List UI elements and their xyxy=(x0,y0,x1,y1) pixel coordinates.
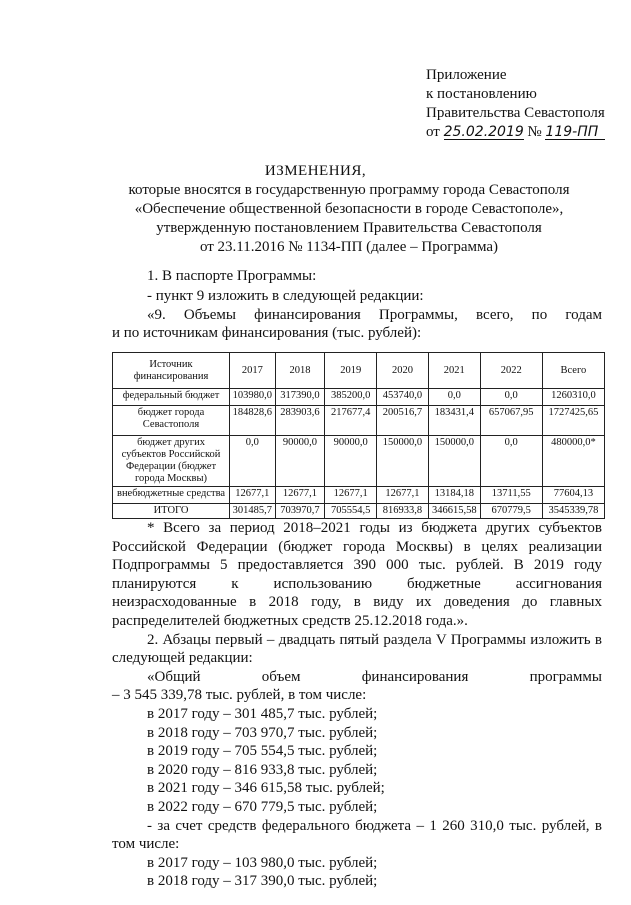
table-cell: 1260310,0 xyxy=(542,389,604,406)
cell-source: федеральный бюджет xyxy=(113,389,230,406)
paragraph-total: «Общий объем финансирования программы xyxy=(147,668,602,685)
table-cell: 90000,0 xyxy=(275,436,325,487)
table-cell: 317390,0 xyxy=(275,389,325,406)
paragraph-item9: - пункт 9 изложить в следующей редакции: xyxy=(147,288,424,304)
header-year: 2020 xyxy=(377,353,429,389)
header-year: 2018 xyxy=(275,353,325,389)
year-line: в 2018 году – 703 970,7 тыс. рублей; xyxy=(147,724,378,741)
table-cell: 703970,7 xyxy=(275,504,325,519)
header-total: Всего xyxy=(542,353,604,389)
paragraph-quote-start: «9. Объемы финансирования Программы, всего, по годам xyxy=(147,307,602,323)
table-cell: 77604,13 xyxy=(542,487,604,504)
year-line: в 2020 году – 816 933,8 тыс. рублей; xyxy=(147,761,378,778)
appendix-line: к постановлению xyxy=(426,86,537,102)
cell-source: бюджет других субъектов Российской Федерации (бюджет города Москвы) xyxy=(113,436,230,487)
appendix-line: Приложение xyxy=(426,67,507,83)
table-cell: 346615,58 xyxy=(428,504,480,519)
year-line: в 2017 году – 103 980,0 тыс. рублей; xyxy=(147,854,378,871)
year-line: в 2017 году – 301 485,7 тыс. рублей; xyxy=(147,705,378,722)
table-cell: 200516,7 xyxy=(377,406,429,436)
table-cell: 12677,1 xyxy=(230,487,276,504)
table-cell: 183431,4 xyxy=(428,406,480,436)
table-cell: 12677,1 xyxy=(377,487,429,504)
table-row xyxy=(113,406,605,436)
financing-table xyxy=(112,352,605,519)
table-cell: 217677,4 xyxy=(325,406,377,436)
cell-source: бюджет города Севастополя xyxy=(113,406,230,436)
table-cell: 705554,5 xyxy=(325,504,377,519)
appendix-block xyxy=(426,66,605,142)
table-cell: 0,0 xyxy=(230,436,276,487)
table-total-row xyxy=(113,504,605,519)
table-cell: 657067,95 xyxy=(480,406,542,436)
header-year: 2019 xyxy=(325,353,377,389)
header-year: 2021 xyxy=(428,353,480,389)
table-cell: 150000,0 xyxy=(428,436,480,487)
table-row xyxy=(113,487,605,504)
subtitle-line: от 23.11.2016 № 1134-ПП (далее – Программа) xyxy=(199,239,499,255)
table-cell: 184828,6 xyxy=(230,406,276,436)
table-row xyxy=(113,389,605,406)
table-cell: 12677,1 xyxy=(275,487,325,504)
footnote: * Всего за период 2018–2021 годы из бюджета других субъектов Российской Федерации (бюджет города Москвы) в целях реализации Подпрограммы 5 предоставляется 390 000 тыс. рублей. В 2019 году планируются к использованию бюджетные ассигнования неизрасходованные в 2018 году, в виду их доведения до главных распределителей бюджетных средств 25.12.2018 года.». xyxy=(112,520,602,629)
document-subtitle xyxy=(96,181,602,257)
table-cell: 103980,0 xyxy=(230,389,276,406)
header-source: Источник финансирования xyxy=(113,353,230,389)
table-cell: 150000,0 xyxy=(377,436,429,487)
date-prefix: от xyxy=(426,124,440,140)
table-cell: 670779,5 xyxy=(480,504,542,519)
table-header-row xyxy=(113,353,605,389)
cell-source: ИТОГО xyxy=(113,504,230,519)
table-cell: 0,0 xyxy=(428,389,480,406)
year-line: в 2022 году – 670 779,5 тыс. рублей; xyxy=(147,798,378,815)
table-cell: 13184,18 xyxy=(428,487,480,504)
table-cell: 816933,8 xyxy=(377,504,429,519)
paragraph-section2: 2. Абзацы первый – двадцать пятый раздела V Программы изложить в следующей редакции: xyxy=(112,631,602,667)
handwritten-date: 25.02.2019 xyxy=(443,124,524,140)
subtitle-line: которые вносятся в государственную программу города Севастополя xyxy=(128,182,570,198)
table-cell: 453740,0 xyxy=(377,389,429,406)
year-line: в 2019 году – 705 554,5 тыс. рублей; xyxy=(147,743,378,760)
table-row xyxy=(113,436,605,487)
year-line: в 2018 году – 317 390,0 тыс. рублей; xyxy=(147,873,378,890)
paragraph-quote-cont: и по источникам финансирования (тыс. рублей): xyxy=(112,325,422,341)
number-field xyxy=(545,125,605,140)
cell-source: внебюджетные средства xyxy=(113,487,230,504)
table-cell: 283903,6 xyxy=(275,406,325,436)
table-cell: 13711,55 xyxy=(480,487,542,504)
table-cell: 301485,7 xyxy=(230,504,276,519)
table-cell: 1727425,65 xyxy=(542,406,604,436)
table-cell: 12677,1 xyxy=(325,487,377,504)
paragraph-passport: 1. В паспорте Программы: xyxy=(147,268,317,284)
table-cell: 0,0 xyxy=(480,389,542,406)
appendix-date-line xyxy=(426,123,605,142)
table-cell: 0,0 xyxy=(480,436,542,487)
subtitle-line: «Обеспечение общественной безопасности в городе Севастополе», xyxy=(134,201,564,217)
header-year: 2022 xyxy=(480,353,542,389)
subtitle-line: утвержденную постановлением Правительства Севастополя xyxy=(156,220,542,236)
document-title: ИЗМЕНЕНИЯ, xyxy=(264,163,367,179)
table-cell: 480000,0* xyxy=(542,436,604,487)
header-year: 2017 xyxy=(230,353,276,389)
paragraph-federal: - за счет средств федерального бюджета – 1 260 310,0 тыс. рублей, в том числе: xyxy=(112,817,602,853)
handwritten-number: 119-ПП xyxy=(545,124,599,140)
table-cell: 90000,0 xyxy=(325,436,377,487)
paragraph-total-cont: – 3 545 339,78 тыс. рублей, в том числе: xyxy=(112,687,367,704)
appendix-line: Правительства Севастополя xyxy=(426,105,605,121)
table-cell: 3545339,78 xyxy=(542,504,604,519)
date-field xyxy=(444,125,524,140)
year-line: в 2021 году – 346 615,58 тыс. рублей; xyxy=(147,780,385,797)
table-cell: 385200,0 xyxy=(325,389,377,406)
number-sign: № xyxy=(527,124,542,140)
document-body xyxy=(112,519,602,891)
